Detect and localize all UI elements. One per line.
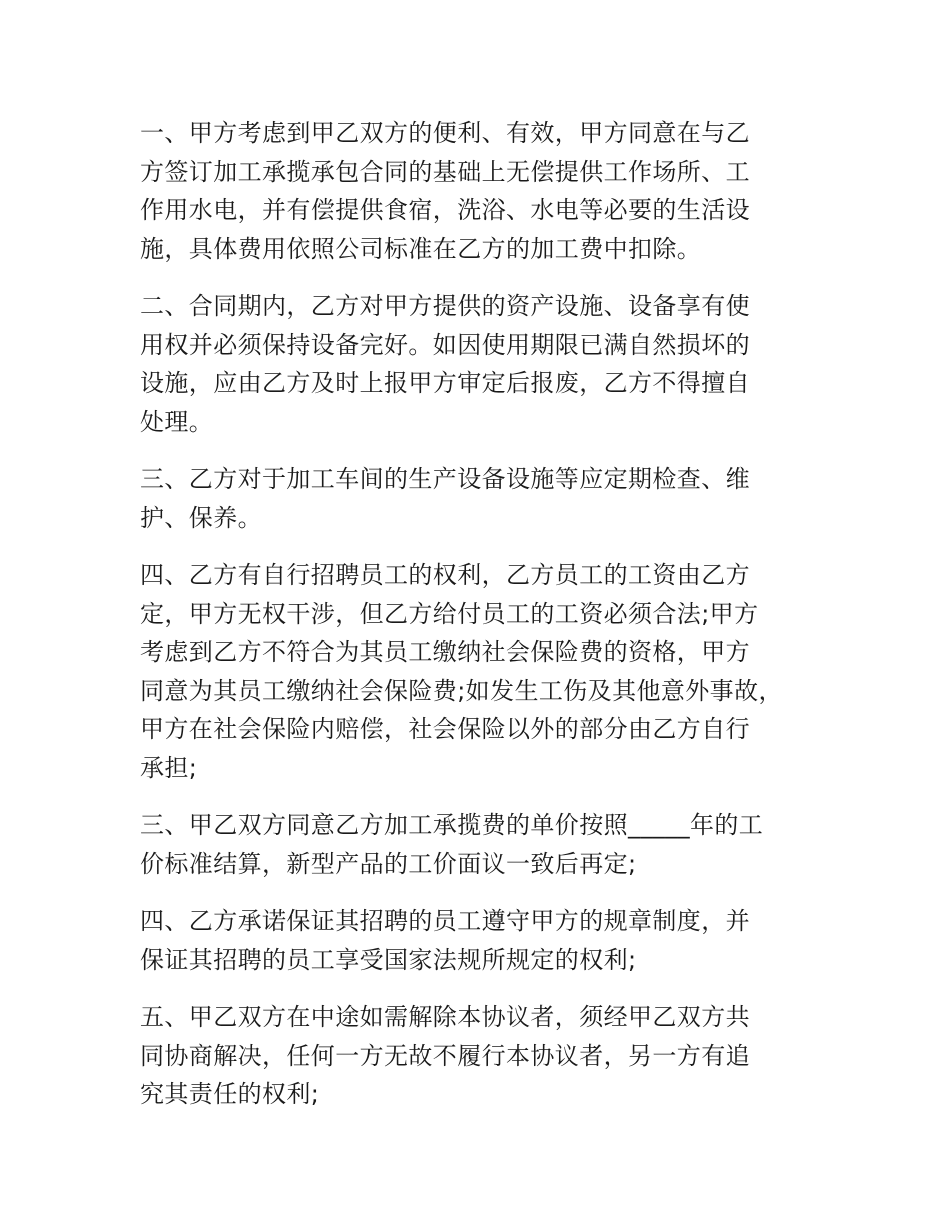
- text-line: 施，具体费用依照公司标准在乙方的加工费中扣除。: [140, 234, 702, 263]
- clause-5: [140, 806, 830, 883]
- text-line: 四、乙方承诺保证其招聘的员工遵守甲方的规章制度，并: [140, 907, 750, 935]
- text-line: 处理。: [140, 407, 214, 436]
- document-page: [140, 114, 830, 1133]
- clause-7: [140, 998, 830, 1114]
- text-line: 四、乙方有自行招聘员工的权利，乙方员工的工资由乙方: [140, 561, 750, 589]
- text-line: 究其责任的权利;: [140, 1080, 320, 1108]
- text-line: 设施，应由乙方及时上报甲方审定后报废，乙方不得擅自: [140, 369, 750, 397]
- clause-3: [140, 460, 830, 537]
- text-line: 方签订加工承揽承包合同的基础上无偿提供工作场所、工: [140, 157, 750, 186]
- text-line: 三、乙方对于加工车间的生产设备设施等应定期检查、维: [140, 465, 750, 493]
- clause-4: [140, 556, 830, 787]
- clause-6: [140, 902, 830, 979]
- text-line: 二、合同期内，乙方对甲方提供的资产设施、设备享有使: [140, 292, 750, 320]
- text-line: 定，甲方无权干涉，但乙方给付员工的工资必须合法;甲方: [140, 599, 759, 628]
- text-line: 考虑到乙方不符合为其员工缴纳社会保险费的资格，甲方: [140, 638, 750, 666]
- text-line: 护、保养。: [140, 503, 262, 532]
- text-line: 用权并必须保持设备完好。如因使用期限已满自然损坏的: [140, 330, 750, 359]
- text-line: 保证其招聘的员工享受国家法规所规定的权利;: [140, 945, 637, 974]
- text-line: 作用水电，并有偿提供食宿，洗浴、水电等必要的生活设: [140, 196, 750, 224]
- clause-2: [140, 287, 830, 441]
- clause-1: [140, 114, 830, 268]
- text-line: 三、甲乙双方同意乙方加工承揽费的单价按照_____年的工: [140, 811, 764, 839]
- text-line: 同协商解决，任何一方无故不履行本协议者，另一方有追: [140, 1041, 750, 1070]
- text-line: 一、甲方考虑到甲乙双方的便利、有效，甲方同意在与乙: [140, 119, 750, 147]
- text-line: 同意为其员工缴纳社会保险费;如发生工伤及其他意外事故，: [140, 676, 783, 705]
- text-line: 承担;: [140, 753, 198, 782]
- text-line: 价标准结算，新型产品的工价面议一致后再定;: [140, 849, 637, 878]
- text-line: 五、甲乙双方在中途如需解除本协议者，须经甲乙双方共: [140, 1003, 750, 1031]
- text-line: 甲方在社会保险内赔偿，社会保险以外的部分由乙方自行: [140, 715, 750, 743]
